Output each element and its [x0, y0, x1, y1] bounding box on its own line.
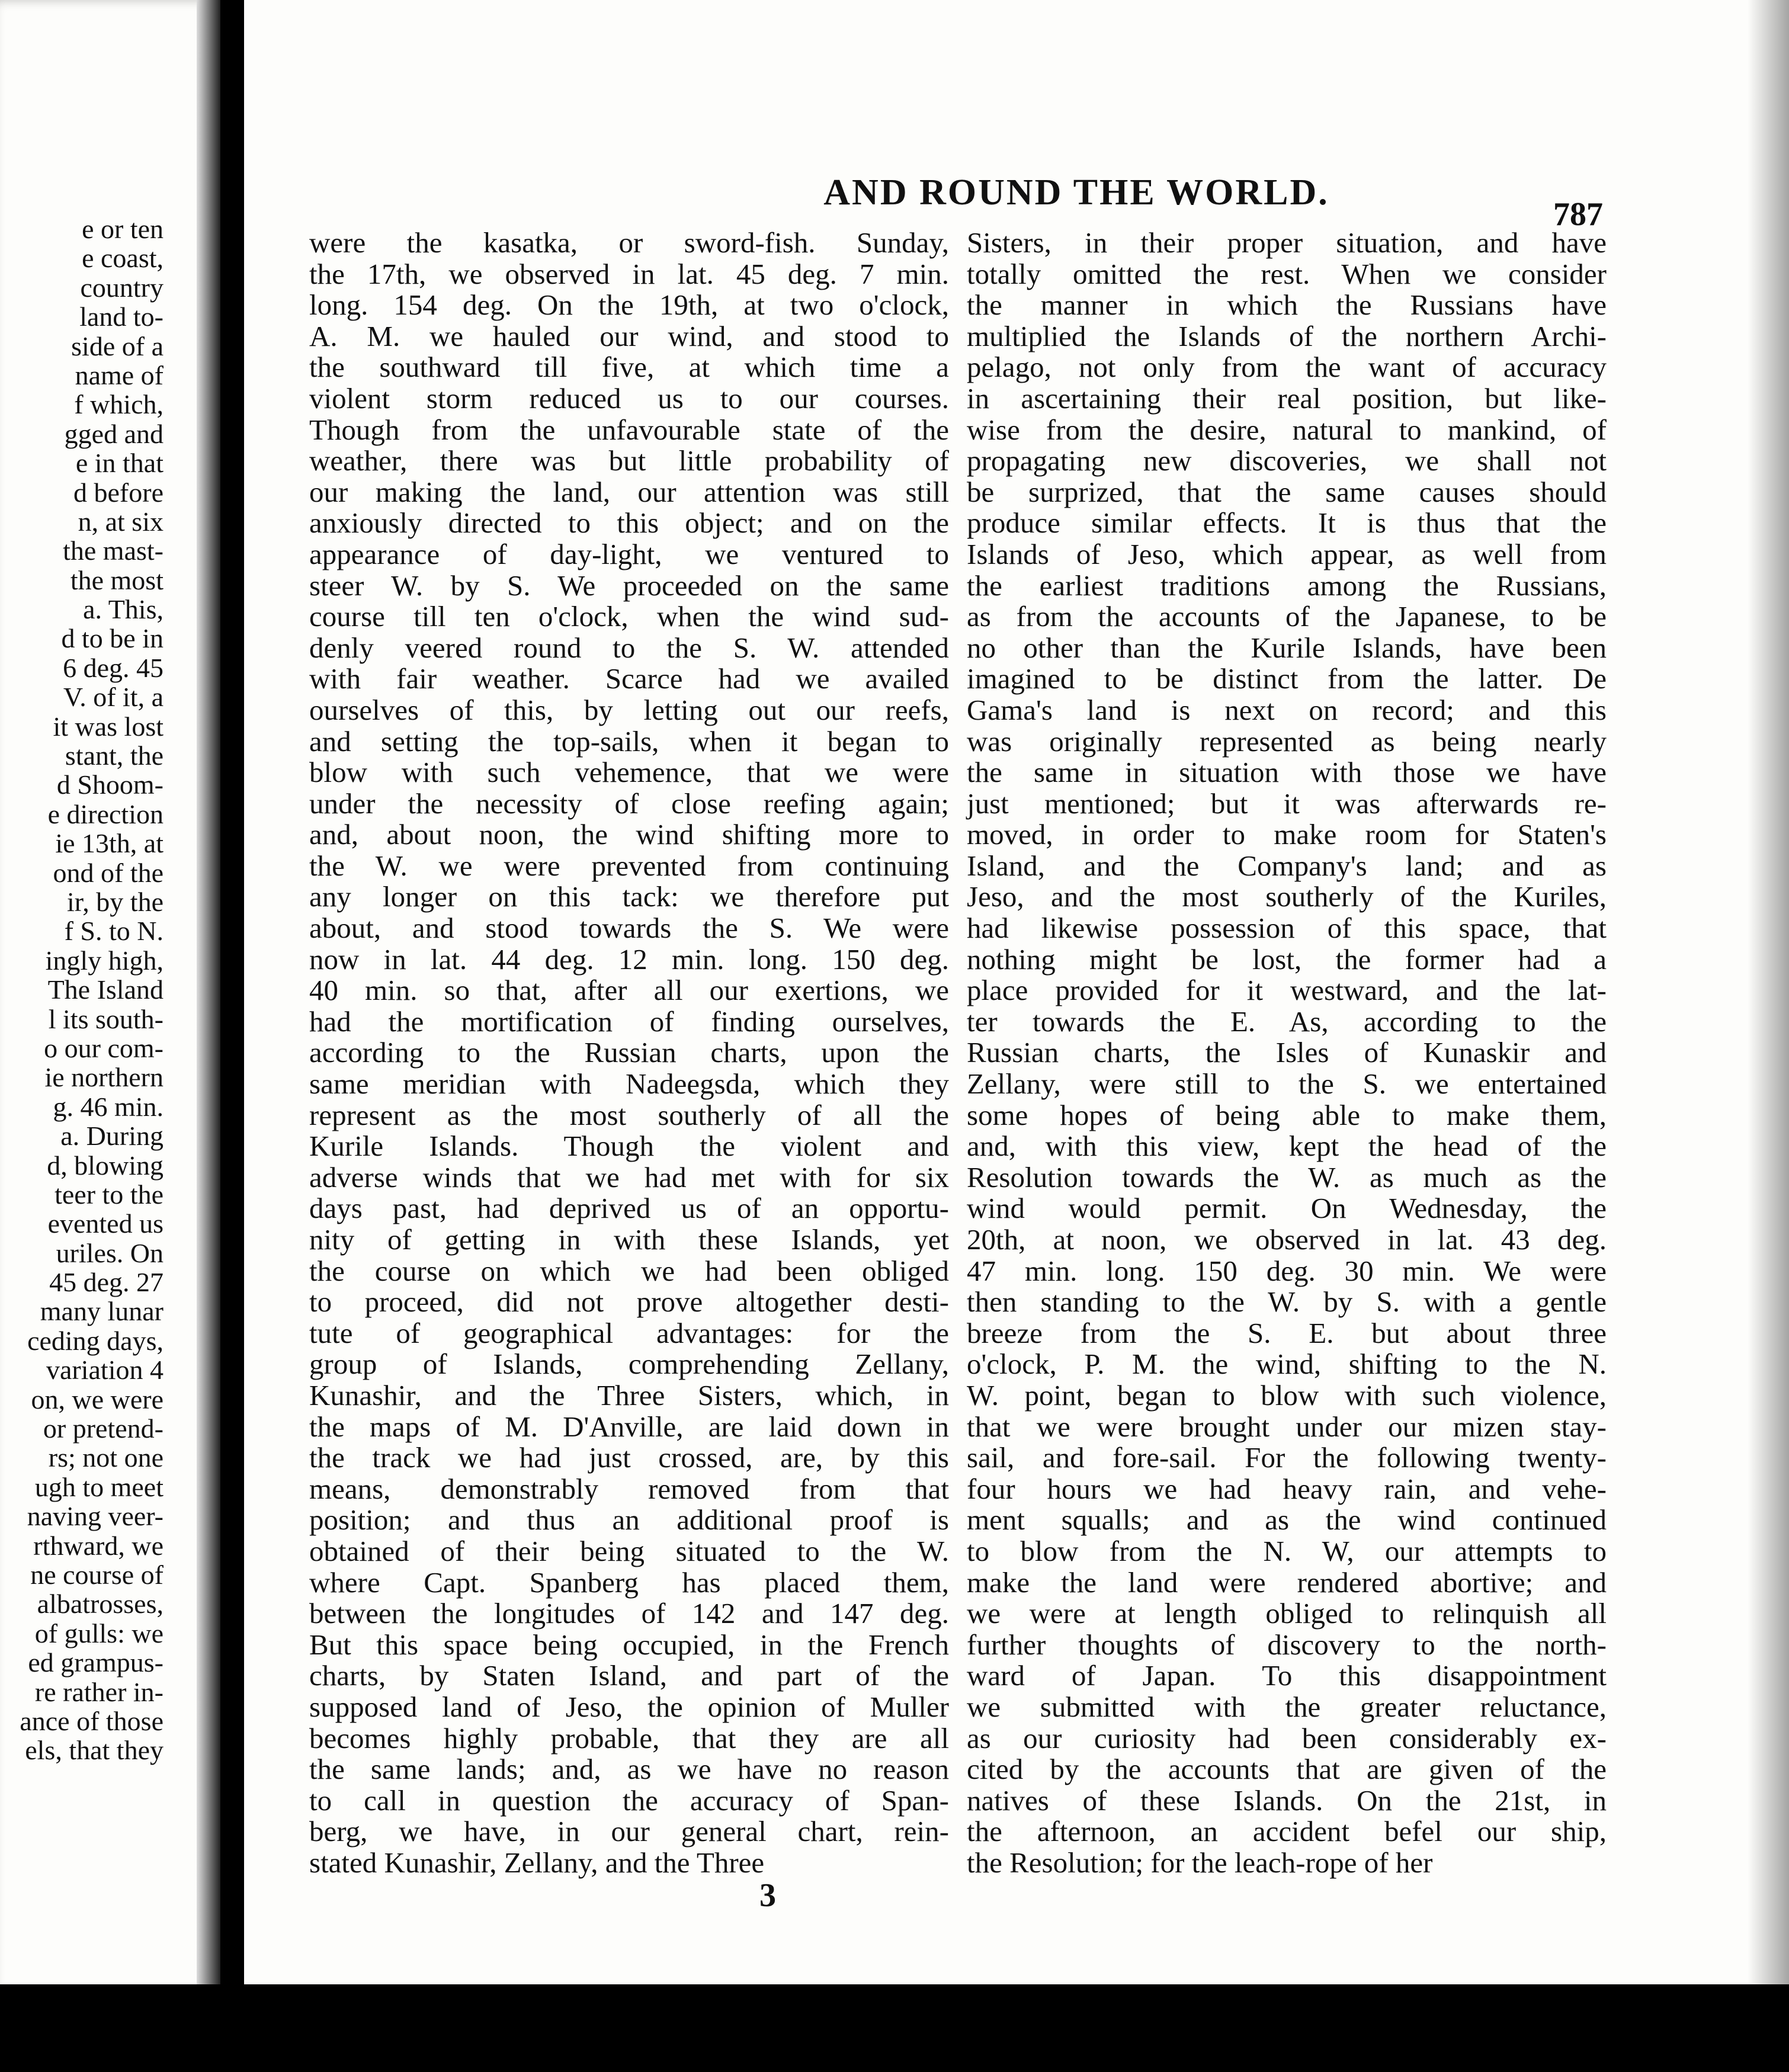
text-line: weather, there was but little probability of [309, 444, 949, 477]
facing-page-line: o our com- [44, 1032, 163, 1063]
facing-page-line: ance of those [20, 1705, 163, 1736]
facing-page-line: variation 4 [46, 1355, 163, 1385]
text-line: nity of getting in with these Islands, yet [309, 1223, 949, 1256]
text-line: blow with such vehemence, that we were [309, 756, 949, 789]
facing-page-line: ie northern [44, 1062, 163, 1093]
text-line: charts, by Staten Island, and part of the [309, 1659, 949, 1692]
text-line: totally omitted the rest. When we consider [967, 257, 1607, 290]
text-line: breeze from the S. E. but about three [967, 1316, 1607, 1349]
facing-page-line: stant, the [65, 740, 163, 771]
text-line: pelago, not only from the want of accuracy [967, 351, 1607, 384]
text-line: the manner in which the Russians have [967, 288, 1607, 322]
text-line: berg, we have, in our general chart, rein- [309, 1815, 949, 1848]
text-line: wind would permit. On Wednesday, the [967, 1192, 1607, 1225]
text-line: means, demonstrably removed from that [309, 1472, 949, 1505]
text-line: as our curiosity had been considerably ex- [967, 1721, 1607, 1755]
text-line: ter towards the E. As, according to the [967, 1005, 1607, 1038]
text-line: the maps of M. D'Anville, are laid down in [309, 1410, 949, 1443]
text-line: the afternoon, an accident befel our ship, [967, 1815, 1607, 1848]
text-line: 47 min. long. 150 deg. 30 min. We were [967, 1254, 1607, 1287]
text-line: under the necessity of close reefing again; [309, 787, 949, 820]
facing-page-line: a. This, [83, 594, 163, 625]
text-line: Kurile Islands. Though the violent and [309, 1130, 949, 1163]
facing-page-line: evented us [47, 1208, 163, 1239]
facing-page-line: d Shoom- [56, 769, 163, 800]
text-line: wise from the desire, natural to mankind, of [967, 413, 1607, 446]
facing-page-line: 45 deg. 27 [49, 1267, 163, 1298]
text-line: natives of these Islands. On the 21st, in [967, 1784, 1607, 1817]
text-line: course till ten o'clock, when the wind sud- [309, 600, 949, 633]
scan-border-bottom [0, 1984, 1789, 2072]
text-line: that we were brought under our mizen stay- [967, 1410, 1607, 1443]
facing-page-line: the most [70, 564, 163, 595]
facing-page-line: ed grampus- [28, 1647, 163, 1678]
text-line: W. point, began to blow with such violence, [967, 1378, 1607, 1412]
text-line: moved, in order to make room for Staten's [967, 818, 1607, 851]
running-head: AND ROUND THE WORLD. [823, 172, 1329, 213]
facing-page-line: f which, [74, 389, 163, 420]
text-line: Kunashir, and the Three Sisters, which, in [309, 1378, 949, 1412]
text-line: stated Kunashir, Zellany, and the Three [309, 1846, 765, 1879]
text-line: where Capt. Spanberg has placed them, [309, 1566, 949, 1599]
text-line: ment squalls; and as the wind continued [967, 1503, 1607, 1537]
facing-page-line: V. of it, a [63, 682, 163, 713]
text-line: produce similar effects. It is thus that the [967, 506, 1607, 540]
text-line: Though from the unfavourable state of the [309, 413, 949, 446]
text-line: imagined to be distinct from the latter. De [967, 662, 1607, 695]
text-line: had likewise possession of this space, that [967, 912, 1607, 945]
text-line: steer W. by S. We proceeded on the same [309, 569, 949, 602]
text-line: Islands of Jeso, which appear, as well from [967, 537, 1607, 570]
signature-mark: 3 [759, 1877, 776, 1914]
text-line: tute of geographical advantages: for the [309, 1316, 949, 1349]
text-line: multiplied the Islands of the northern Archi- [967, 319, 1607, 352]
text-line: days past, had deprived us of an opportu- [309, 1192, 949, 1225]
facing-page-line: e in that [75, 448, 163, 479]
facing-page-line: rs; not one [48, 1442, 163, 1473]
text-line: were the kasatka, or sword-fish. Sunday, [309, 226, 949, 259]
facing-page-line: name of [75, 360, 163, 390]
facing-page-line: d, blowing [47, 1150, 163, 1181]
text-line: anxiously directed to this object; and on the [309, 506, 949, 540]
text-line: adverse winds that we had met with for six [309, 1160, 949, 1194]
text-line: appearance of day-light, we ventured to [309, 537, 949, 570]
text-line: 20th, at noon, we observed in lat. 43 deg. [967, 1223, 1607, 1256]
text-line: about, and stood towards the S. We were [309, 912, 949, 945]
facing-page-line: teer to the [54, 1179, 163, 1210]
facing-page-line: l its south- [48, 1003, 163, 1034]
text-line: and, about noon, the wind shifting more to [309, 818, 949, 851]
text-line: four hours we had heavy rain, and vehe- [967, 1472, 1607, 1505]
facing-page-line: f S. to N. [64, 916, 163, 947]
text-line: the earliest traditions among the Russians, [967, 569, 1607, 602]
text-line: same meridian with Nadeegsda, which they [309, 1067, 949, 1101]
facing-page-line: d before [73, 477, 163, 508]
text-line: to call in question the accuracy of Span- [309, 1784, 949, 1817]
text-line: just mentioned; but it was afterwards re- [967, 787, 1607, 820]
facing-page-line: of gulls: we [34, 1618, 163, 1648]
facing-page-line: country [80, 272, 163, 303]
text-line: the same lands; and, as we have no reason [309, 1753, 949, 1786]
facing-page-line: ugh to meet [34, 1471, 163, 1502]
text-line: no other than the Kurile Islands, have been [967, 631, 1607, 664]
text-line: further thoughts of discovery to the north- [967, 1628, 1607, 1661]
facing-page-text-fragments [0, 214, 163, 1765]
text-line: 40 min. so that, after all our exertions, we [309, 974, 949, 1007]
text-line: some hopes of being able to make them, [967, 1098, 1607, 1131]
facing-page-line: e or ten [82, 214, 163, 244]
text-line: between the longitudes of 142 and 147 deg. [309, 1597, 949, 1630]
facing-page-line: the mast- [63, 535, 163, 566]
text-line: Russian charts, the Isles of Kunaskir and [967, 1036, 1607, 1069]
text-line: Resolution towards the W. as much as the [967, 1160, 1607, 1194]
facing-page-line: a. During [60, 1121, 163, 1152]
text-line: ward of Japan. To this disappointment [967, 1659, 1607, 1692]
facing-page-line: g. 46 min. [53, 1091, 163, 1122]
facing-page-line: side of a [71, 331, 163, 361]
facing-page-line: on, we were [31, 1384, 163, 1415]
page-edge-shadow [197, 0, 220, 2026]
facing-page-line: e coast, [82, 243, 163, 274]
text-line: make the land were rendered abortive; and [967, 1566, 1607, 1599]
facing-page-line: ceding days, [27, 1325, 163, 1356]
text-column-left [309, 227, 949, 1878]
facing-page-line: ond of the [53, 857, 163, 888]
facing-page-line: many lunar [40, 1296, 163, 1327]
facing-page-line: ne course of [30, 1559, 163, 1590]
text-line: had the mortification of finding ourselves, [309, 1005, 949, 1038]
text-line: the same in situation with those we have [967, 756, 1607, 789]
facing-page-line: The Island [47, 974, 163, 1005]
text-line: becomes highly probable, that they are all [309, 1721, 949, 1755]
facing-page-line: albatrosses, [37, 1589, 163, 1619]
text-line: violent storm reduced us to our courses. [309, 381, 949, 415]
text-line: Jeso, and the most southerly of the Kuriles, [967, 880, 1607, 913]
text-line: the Resolution; for the leach-rope of her [967, 1846, 1433, 1879]
text-line: Gama's land is next on record; and this [967, 693, 1607, 726]
facing-page-line: ie 13th, at [55, 828, 163, 859]
facing-page-line: re rather in- [34, 1676, 163, 1707]
facing-page-left [0, 0, 220, 2026]
book-gutter [220, 0, 244, 2072]
main-page [244, 0, 1789, 2072]
text-line: according to the Russian charts, upon the [309, 1036, 949, 1069]
text-line: ourselves of this, by letting out our reefs, [309, 693, 949, 726]
text-line: A. M. we hauled our wind, and stood to [309, 319, 949, 352]
text-line: Island, and the Company's land; and as [967, 849, 1607, 882]
text-line: place provided for it westward, and the lat- [967, 974, 1607, 1007]
text-line: now in lat. 44 deg. 12 min. long. 150 deg. [309, 942, 949, 976]
facing-page-line: e direction [47, 798, 163, 829]
facing-page-line: or pretend- [43, 1413, 163, 1444]
text-line: to blow from the N. W, our attempts to [967, 1534, 1607, 1567]
text-line: then standing to the W. by S. with a gentle [967, 1285, 1607, 1319]
text-line: the course on which we had been obliged [309, 1254, 949, 1287]
text-line: cited by the accounts that are given of the [967, 1753, 1607, 1786]
text-line: our making the land, our attention was still [309, 475, 949, 508]
facing-page-line: uriles. On [56, 1237, 163, 1268]
text-line: long. 154 deg. On the 19th, at two o'clock, [309, 288, 949, 322]
text-line: Zellany, were still to the S. we entertained [967, 1067, 1607, 1101]
text-line: we were at length obliged to relinquish all [967, 1597, 1607, 1630]
text-line: represent as the most southerly of all the [309, 1098, 949, 1131]
text-line: as from the accounts of the Japanese, to be [967, 600, 1607, 633]
facing-page-line: gged and [64, 418, 163, 449]
facing-page-line: naving veer- [27, 1501, 163, 1532]
facing-page-line: land to- [79, 302, 163, 332]
text-line: be surprized, that the same causes should [967, 475, 1607, 508]
text-line: obtained of their being situated to the W. [309, 1534, 949, 1567]
text-column-right [967, 227, 1607, 1878]
text-line: the southward till five, at which time a [309, 351, 949, 384]
text-line: denly veered round to the S. W. attended [309, 631, 949, 664]
facing-page-line: 6 deg. 45 [63, 652, 163, 683]
text-line: the track we had just crossed, are, by this [309, 1441, 949, 1474]
text-line: Sisters, in their proper situation, and have [967, 226, 1607, 259]
text-line: we submitted with the greater reluctance, [967, 1690, 1607, 1723]
text-line: with fair weather. Scarce had we availed [309, 662, 949, 695]
text-line: sail, and fore-sail. For the following twenty- [967, 1441, 1607, 1474]
text-line: and, with this view, kept the head of the [967, 1130, 1607, 1163]
text-line: was originally represented as being nearly [967, 724, 1607, 758]
facing-page-line: n, at six [78, 506, 163, 537]
facing-page-line: els, that they [25, 1735, 163, 1766]
facing-page-line: rthward, we [33, 1530, 163, 1561]
facing-page-line: d to be in [61, 623, 163, 654]
page-number: 787 [1553, 196, 1603, 233]
text-line: in ascertaining their real position, but like- [967, 381, 1607, 415]
text-line: supposed land of Jeso, the opinion of Muller [309, 1690, 949, 1723]
text-line: But this space being occupied, in the French [309, 1628, 949, 1661]
text-line: the W. we were prevented from continuing [309, 849, 949, 882]
text-line: propagating new discoveries, we shall not [967, 444, 1607, 477]
text-line: nothing might be lost, the former had a [967, 942, 1607, 976]
text-line: group of Islands, comprehending Zellany, [309, 1348, 949, 1381]
facing-page-line: it was lost [53, 711, 163, 742]
facing-page-line: ingly high, [45, 945, 163, 976]
text-line: any longer on this tack: we therefore put [309, 880, 949, 913]
text-line: position; and thus an additional proof is [309, 1503, 949, 1537]
text-line: the 17th, we observed in lat. 45 deg. 7 min. [309, 257, 949, 290]
facing-page-line: ir, by the [67, 886, 163, 917]
text-line: to proceed, did not prove altogether desti- [309, 1285, 949, 1319]
text-line: o'clock, P. M. the wind, shifting to the N. [967, 1348, 1607, 1381]
text-line: and setting the top-sails, when it began to [309, 724, 949, 758]
